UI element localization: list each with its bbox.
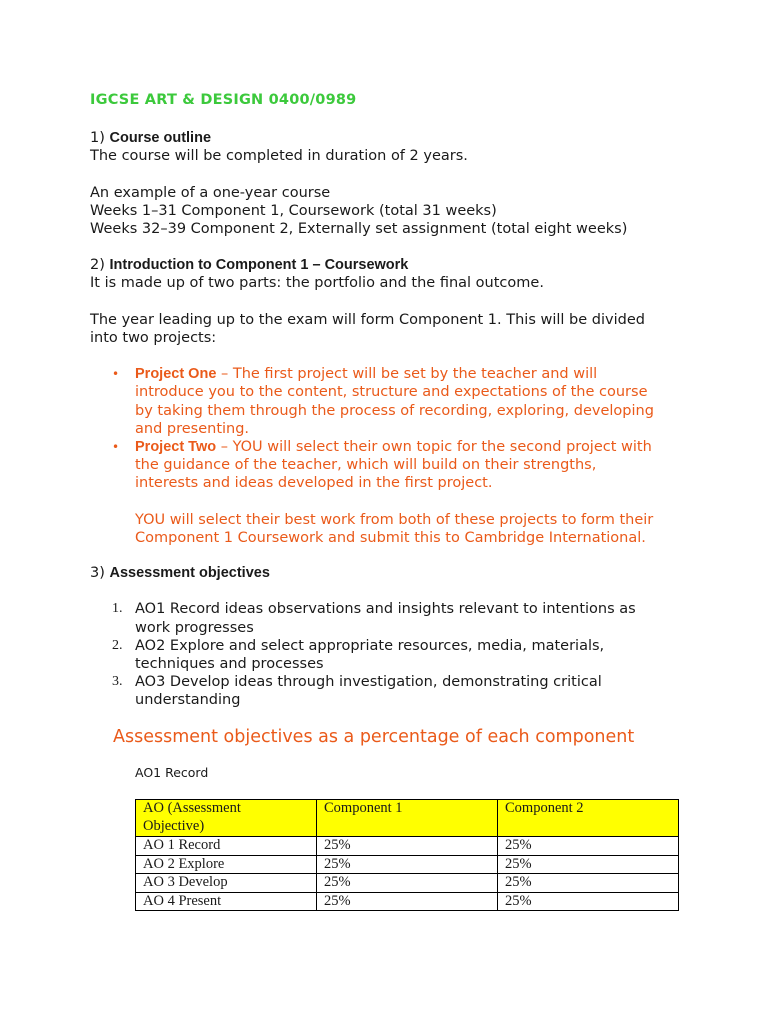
table-cell: 25% xyxy=(498,874,679,893)
table-cell: AO 2 Explore xyxy=(136,855,317,874)
table-row xyxy=(136,892,679,911)
section-heading: Assessment objectives xyxy=(109,565,270,581)
percentage-heading: Assessment objectives as a percentage of each component xyxy=(113,727,635,747)
project-name: Project One xyxy=(135,366,217,383)
table-header-cell: Component 2 xyxy=(498,800,679,837)
objectives-list xyxy=(90,600,690,709)
project-text: – The first project will be set by the teacher and will xyxy=(216,366,598,383)
list-number: 3. xyxy=(112,674,123,690)
header-text: AO (Assessment xyxy=(143,800,241,816)
bullet-icon: • xyxy=(112,440,120,455)
weeks-component-2: Weeks 32–39 Component 2, Externally set assignment (total eight weeks) xyxy=(90,221,628,238)
table-cell: 25% xyxy=(317,874,498,893)
table-cell: AO 4 Present xyxy=(136,892,317,911)
parts-text: It is made up of two parts: the portfolio and the final outcome. xyxy=(90,275,544,292)
table-row xyxy=(136,855,679,874)
objective-text: AO1 Record ideas observations and insights relevant to intentions as xyxy=(135,601,636,618)
project-text: – YOU will select their own topic for the second project with xyxy=(216,439,652,456)
table-row xyxy=(136,837,679,856)
objective-text: understanding xyxy=(135,692,241,709)
objective-text: AO2 Explore and select appropriate resources, media, materials, xyxy=(135,637,605,654)
objective-text: work progresses xyxy=(135,619,254,636)
intro-paragraph-line: into two projects: xyxy=(90,329,217,346)
ao1-record-label: AO1 Record xyxy=(135,765,209,780)
duration-text: The course will be completed in duration of 2 years. xyxy=(90,148,468,165)
table-cell: 25% xyxy=(498,837,679,856)
section-assessment-objectives xyxy=(90,564,690,710)
section-3-heading xyxy=(90,564,690,582)
objective-text: AO3 Develop ideas through investigation, demonstrating critical xyxy=(135,674,602,691)
table-cell: AO 1 Record xyxy=(136,837,317,856)
section-number: 3) xyxy=(90,565,105,581)
table-cell: 25% xyxy=(317,892,498,911)
section-2-heading xyxy=(90,256,690,274)
project-text: introduce you to the content, structure and expectations of the course xyxy=(135,384,648,401)
table-cell: 25% xyxy=(498,892,679,911)
projects-list xyxy=(90,365,690,547)
list-number: 2. xyxy=(112,637,123,653)
section-number: 2) xyxy=(90,257,105,273)
bullet-icon: • xyxy=(112,367,120,382)
project-text: by taking them through the process of recording, exploring, developing xyxy=(135,402,654,419)
project-name: Project Two xyxy=(135,439,217,456)
table-cell: AO 3 Develop xyxy=(136,874,317,893)
list-item xyxy=(90,600,690,636)
list-item-project-one xyxy=(90,365,690,438)
section-heading: Introduction to Component 1 – Coursework xyxy=(109,257,409,273)
table-header-row xyxy=(136,800,679,837)
table-cell: 25% xyxy=(317,855,498,874)
intro-paragraph-line: The year leading up to the exam will form Component 1. This will be divided xyxy=(90,311,645,328)
example-title: An example of a one-year course xyxy=(90,184,331,201)
project-text: interests and ideas developed in the first project. xyxy=(135,475,493,492)
list-item xyxy=(90,637,690,673)
list-number: 1. xyxy=(112,601,123,617)
list-item xyxy=(90,673,690,709)
section-1-heading xyxy=(90,129,690,147)
table-header-cell xyxy=(136,800,317,837)
selection-note: Component 1 Coursework and submit this to Cambridge International. xyxy=(135,530,646,547)
table-header-cell: Component 1 xyxy=(317,800,498,837)
selection-note: YOU will select their best work from both of these projects to form their xyxy=(135,511,654,528)
section-number: 1) xyxy=(90,130,105,146)
objectives-table xyxy=(135,799,679,911)
objective-text: techniques and processes xyxy=(135,656,324,673)
section-component-1-intro xyxy=(90,256,690,547)
table-cell: 25% xyxy=(317,837,498,856)
doc-title: IGCSE ART & DESIGN 0400/0989 xyxy=(90,92,357,108)
header-text: Objective) xyxy=(143,817,205,834)
table-row xyxy=(136,874,679,893)
project-text: and presenting. xyxy=(135,420,250,437)
section-heading: Course outline xyxy=(109,130,212,146)
section-course-outline xyxy=(90,129,690,238)
weeks-component-1: Weeks 1–31 Component 1, Coursework (total 31 weeks) xyxy=(90,202,497,219)
table-cell: 25% xyxy=(498,855,679,874)
list-item-project-two xyxy=(90,438,690,547)
project-text: the guidance of the teacher, which will build on their strengths, xyxy=(135,457,597,474)
